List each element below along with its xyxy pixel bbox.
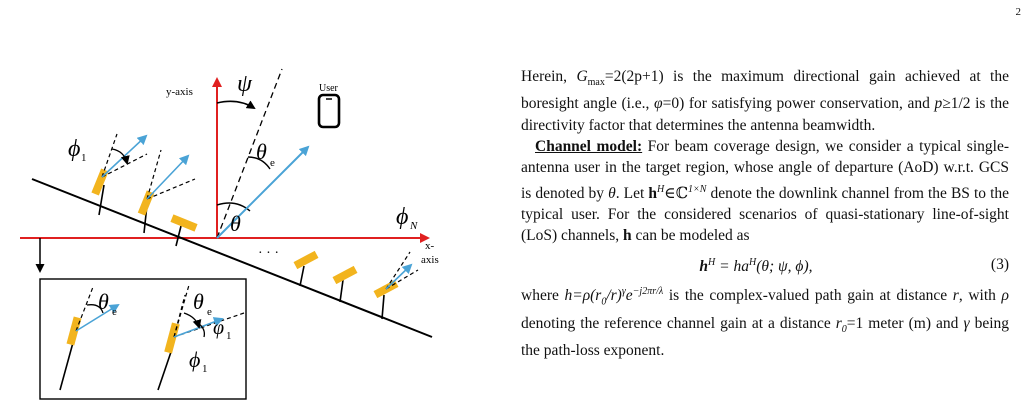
- inset-theta-e-b: θ: [193, 289, 204, 314]
- user-label: User: [319, 83, 338, 94]
- phi-N-symbol: ϕ: [396, 204, 409, 230]
- inset-varphi-1: φ: [213, 317, 225, 339]
- theta-symbol: θ: [230, 211, 241, 236]
- x-axis-label-1: x-: [425, 240, 435, 252]
- phi-N-subscript: N: [410, 220, 418, 232]
- theta-e-subscript: e: [270, 157, 275, 169]
- ellipsis-dots: · · ·: [258, 246, 279, 261]
- phi-1-symbol: ϕ: [68, 136, 81, 162]
- inset-varphi-1-sub: 1: [226, 330, 232, 342]
- page-number: 2: [1015, 6, 1021, 18]
- antenna-element-1: [91, 134, 147, 215]
- y-axis-label: y-axis: [166, 86, 193, 98]
- equation-number: (3): [990, 255, 1009, 273]
- paragraph-channel-model: Channel model: For beam coverage design, we consider a typical single-antenna user in the target region, whose angle of departure (AoD) w.r.t. GCS is denoted by θ. Let $h^H\in ℂ^{1\times N}$ denote the downlink channel from the BS to the typical user. For the considered scenarios of quasi-stationary line-of-sight (LoS) channels, h can be modeled as: [521, 137, 1010, 245]
- paragraph-path-gain: where $h=\rho(r_0/r)^\gamma e^{-j2\pi r/\lambda}$ is the complex-valued path gain at distance r, with ρ denoting the reference channel gain at a distance $r_0=1$ meter (m) and γ being the path-loss exponent.: [521, 286, 1010, 360]
- system-model-figure: [0, 55, 480, 408]
- antenna-element-5: [333, 266, 358, 302]
- paragraph-gain: Herein, $G_{max}=2(2p+1)$ is the maximum directional gain achieved at the boresight angle (i.e., φ=0) for satisfying power conservation, and p≥1/2 is the directivity factor that determines the antenna beamwidth.: [521, 68, 1010, 134]
- psi-symbol: ψ: [237, 71, 252, 97]
- inset-theta-e-a-sub: e: [112, 306, 117, 318]
- antenna-element-4: [294, 251, 319, 286]
- antenna-element-3: [170, 214, 197, 246]
- x-axis-label-2: axis: [421, 254, 439, 266]
- channel-model-heading: Channel model:: [535, 137, 643, 155]
- psi-arc: [217, 101, 254, 108]
- antenna-element-N: [374, 252, 418, 319]
- text-column: [521, 66, 1009, 361]
- inset-antenna-a: [60, 287, 118, 390]
- phi-1-subscript: 1: [81, 152, 87, 164]
- inset-theta-e-a: θ: [98, 289, 109, 314]
- theta-e-symbol: θ: [256, 139, 267, 164]
- phone-icon: [319, 95, 339, 127]
- inset-phi-1: ϕ: [189, 347, 201, 372]
- inset-phi-1-sub: 1: [202, 363, 208, 375]
- inset-theta-e-b-sub: e: [207, 306, 212, 318]
- equation-3: $h^H = ha^H(\theta$; ψ, ϕ), (3): [699, 255, 1009, 275]
